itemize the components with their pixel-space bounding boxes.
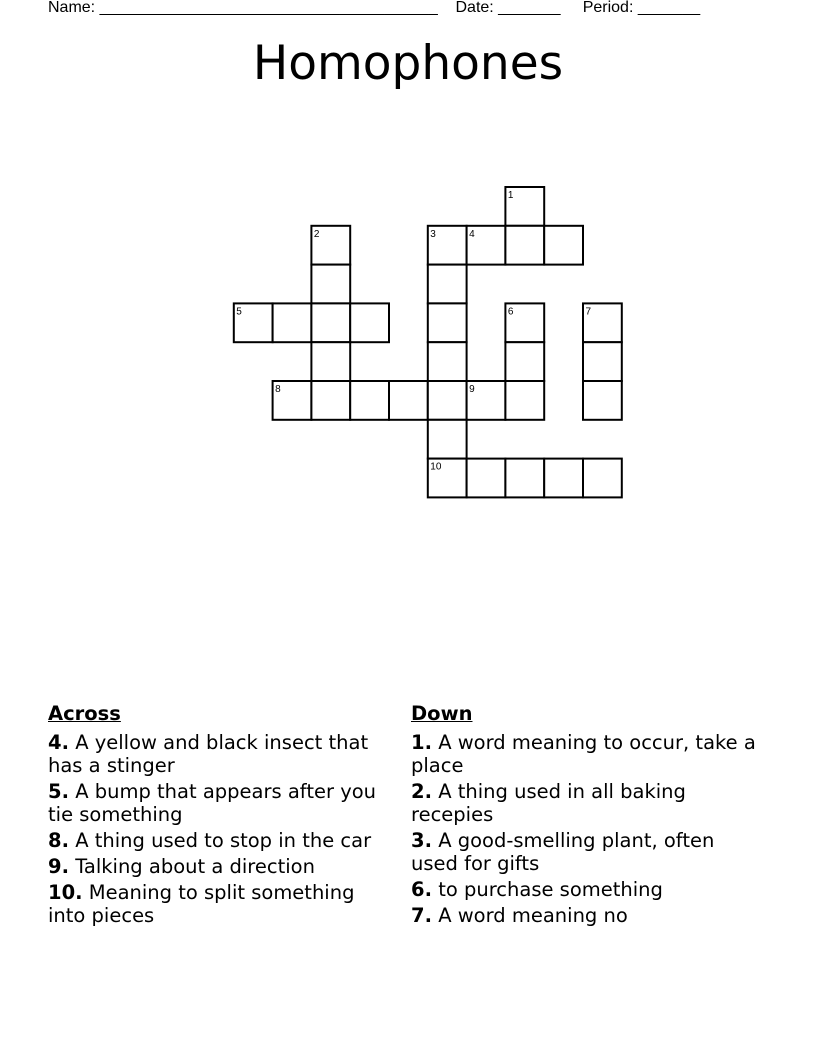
across-clue bbox=[48, 855, 388, 878]
down-clues bbox=[411, 702, 761, 930]
crossword-cell[interactable] bbox=[428, 342, 467, 381]
crossword-cell[interactable] bbox=[505, 342, 544, 381]
cell-number: 2 bbox=[313, 228, 320, 240]
crossword-cell[interactable] bbox=[311, 265, 350, 304]
clue-text: A word meaning no bbox=[438, 904, 628, 927]
crossword-cell[interactable] bbox=[234, 303, 273, 342]
crossword-cell[interactable] bbox=[505, 226, 544, 265]
across-clue bbox=[48, 829, 388, 852]
clue-number: 10. bbox=[48, 881, 83, 904]
cell-number: 10 bbox=[430, 461, 442, 473]
down-clue bbox=[411, 780, 761, 826]
crossword-cell[interactable] bbox=[467, 381, 506, 420]
crossword-cell[interactable] bbox=[311, 342, 350, 381]
clue-number: 2. bbox=[411, 780, 432, 803]
crossword-cell[interactable] bbox=[428, 459, 467, 498]
crossword-cell[interactable] bbox=[311, 226, 350, 265]
cell-number: 9 bbox=[469, 384, 475, 395]
cell-number: 5 bbox=[236, 306, 242, 318]
clue-number: 5. bbox=[48, 780, 69, 803]
clue-number: 7. bbox=[411, 904, 432, 927]
crossword-cell[interactable] bbox=[311, 303, 350, 342]
crossword-cell[interactable] bbox=[505, 459, 544, 498]
crossword-cell[interactable] bbox=[505, 381, 544, 420]
clue-number: 6. bbox=[411, 878, 432, 901]
crossword-cell[interactable] bbox=[467, 226, 506, 265]
cell-number: 7 bbox=[585, 306, 592, 318]
crossword-cell[interactable] bbox=[544, 226, 583, 265]
page-title: Homophones bbox=[252, 36, 564, 91]
clue-text: Talking about a direction bbox=[75, 855, 315, 878]
crossword-cell[interactable] bbox=[350, 303, 389, 342]
crossword-cell[interactable] bbox=[428, 381, 467, 420]
across-clue bbox=[48, 881, 388, 927]
crossword-cell[interactable] bbox=[467, 459, 506, 498]
clue-text: A thing used in all baking recepies bbox=[411, 780, 686, 826]
crossword-cell[interactable] bbox=[583, 303, 622, 342]
crossword-cell[interactable] bbox=[505, 187, 544, 226]
crossword-cell[interactable] bbox=[273, 381, 312, 420]
across-clues bbox=[48, 702, 388, 930]
crossword-cell[interactable] bbox=[311, 381, 350, 420]
crossword-cell[interactable] bbox=[583, 342, 622, 381]
clue-text: A good-smelling plant, often used for gifts bbox=[411, 829, 715, 875]
clue-number: 8. bbox=[48, 829, 69, 852]
down-clue bbox=[411, 878, 761, 901]
clue-text: to purchase something bbox=[438, 878, 663, 901]
down-clue bbox=[411, 731, 761, 777]
crossword-cell[interactable] bbox=[428, 303, 467, 342]
cell-number: 3 bbox=[430, 228, 436, 240]
header-fields: Name: ______________________________________ Date: _______ Period: _______ bbox=[48, 0, 701, 16]
crossword-cell[interactable] bbox=[273, 303, 312, 342]
crossword-cell[interactable] bbox=[350, 381, 389, 420]
crossword-cell[interactable] bbox=[389, 381, 428, 420]
cell-number: 6 bbox=[507, 306, 514, 318]
down-clue bbox=[411, 829, 761, 875]
crossword-cell[interactable] bbox=[583, 381, 622, 420]
clue-text: Meaning to split something into pieces bbox=[48, 881, 355, 927]
clue-text: A word meaning to occur, take a place bbox=[411, 731, 756, 777]
crossword-cell[interactable] bbox=[428, 420, 467, 459]
crossword-cell[interactable] bbox=[544, 459, 583, 498]
clue-text: A bump that appears after you tie something bbox=[48, 780, 377, 826]
crossword-cell[interactable] bbox=[428, 226, 467, 265]
crossword-cell[interactable] bbox=[505, 303, 544, 342]
crossword-cell[interactable] bbox=[428, 265, 467, 304]
cell-number: 8 bbox=[275, 384, 281, 395]
across-heading: Across bbox=[48, 702, 121, 725]
clue-text: A yellow and black insect that has a stinger bbox=[48, 731, 369, 777]
down-clue bbox=[411, 904, 761, 927]
cell-number: 1 bbox=[507, 190, 514, 201]
clue-text: A thing used to stop in the car bbox=[75, 829, 372, 852]
crossword-cell[interactable] bbox=[583, 459, 622, 498]
clue-number: 3. bbox=[411, 829, 432, 852]
across-clue bbox=[48, 731, 388, 777]
clue-number: 9. bbox=[48, 855, 69, 878]
cell-number: 4 bbox=[469, 228, 475, 240]
down-heading: Down bbox=[411, 702, 473, 725]
across-clue bbox=[48, 780, 388, 826]
clue-number: 4. bbox=[48, 731, 69, 754]
clue-number: 1. bbox=[411, 731, 432, 754]
